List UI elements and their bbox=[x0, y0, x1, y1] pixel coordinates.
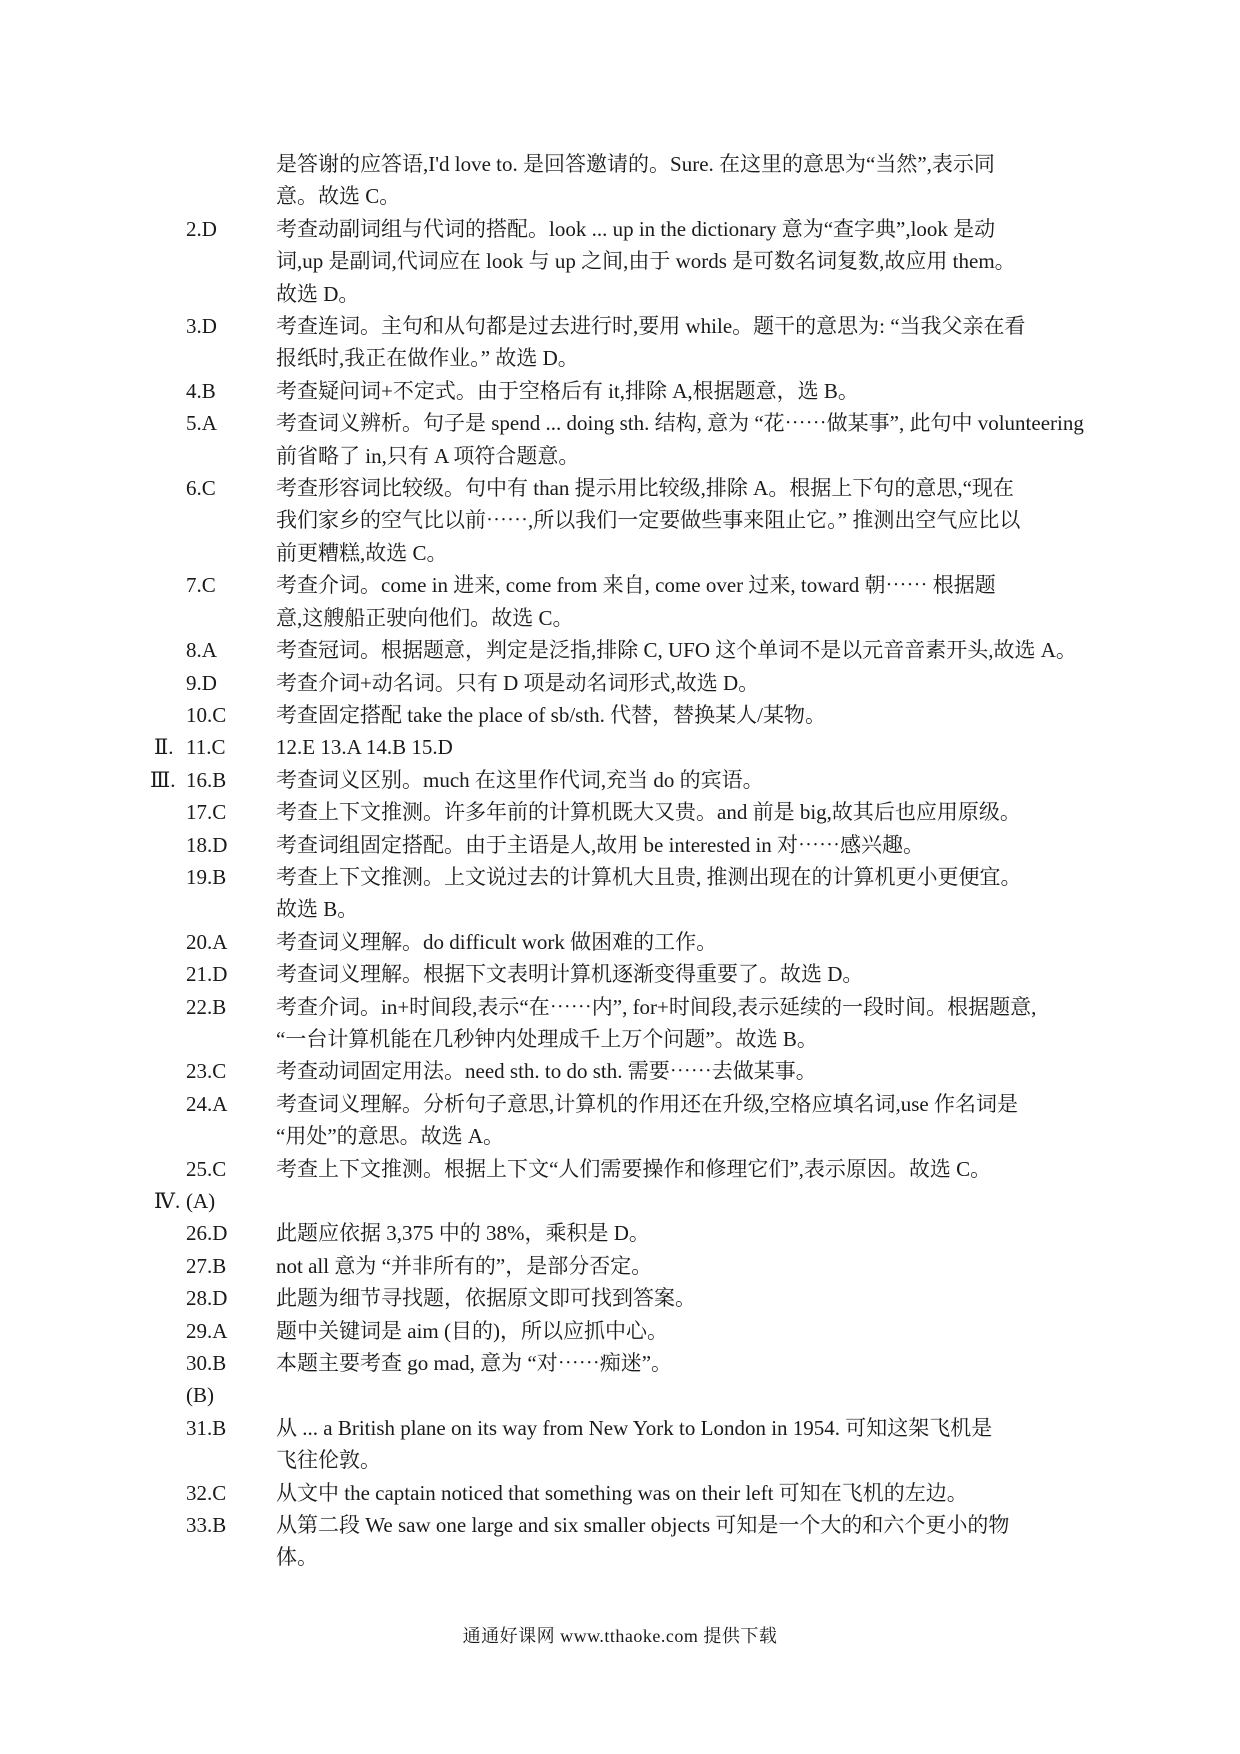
explanation-text: 从 ... a British plane on its way from New York to London in 1954. 可知这架飞机是 bbox=[276, 1415, 993, 1440]
explanation-text: 报纸时,我正在做作业。” 故选 D。 bbox=[276, 346, 579, 371]
answer-number: 33.B bbox=[186, 1513, 227, 1538]
explanation-text: 前省略了 in,只有 A 项符合题意。 bbox=[276, 443, 580, 468]
text-line bbox=[186, 1347, 1066, 1379]
section-number: Ⅲ. bbox=[150, 767, 176, 792]
answer-number: 7.C bbox=[186, 573, 216, 598]
explanation-text: 考查疑问词+不定式。由于空格后有 it,排除 A,根据题意，选 B。 bbox=[276, 378, 859, 403]
answer-number: 21.D bbox=[186, 962, 228, 987]
explanation-text: 体。 bbox=[276, 1545, 318, 1570]
answer-number: 10.C bbox=[186, 702, 227, 727]
text-line bbox=[186, 699, 1066, 731]
explanation-text: 考查词义理解。do difficult work 做困难的工作。 bbox=[276, 929, 718, 954]
answer-number: 27.B bbox=[186, 1253, 227, 1278]
text-line bbox=[186, 504, 1066, 536]
text-line bbox=[186, 1120, 1066, 1152]
answer-number: 5.A bbox=[186, 411, 217, 436]
explanation-text: 考查连词。主句和从句都是过去进行时,要用 while。题干的意思为: “当我父亲在看 bbox=[276, 314, 1026, 339]
text-line bbox=[186, 958, 1066, 990]
answer-number: 29.A bbox=[186, 1318, 228, 1343]
section-number: Ⅱ. bbox=[154, 735, 174, 760]
text-line bbox=[186, 407, 1084, 439]
answer-number: 32.C bbox=[186, 1480, 227, 1505]
text-line bbox=[186, 829, 1066, 861]
text-line bbox=[186, 1444, 1066, 1476]
answer-number: 20.A bbox=[186, 929, 228, 954]
answer-number: (B) bbox=[186, 1383, 214, 1408]
text-line bbox=[186, 1055, 1066, 1087]
explanation-text bbox=[186, 1185, 1066, 1217]
text-line bbox=[186, 1541, 1066, 1573]
explanation-text: 意,这艘船正驶向他们。故选 C。 bbox=[276, 605, 574, 630]
text-line bbox=[154, 1185, 1066, 1217]
text-line bbox=[154, 731, 1066, 763]
explanation-text: 故选 B。 bbox=[276, 897, 359, 922]
explanation-text: 考查上下文推测。上文说过去的计算机大且贵, 推测出现在的计算机更小更便宜。 bbox=[276, 864, 1022, 889]
text-line bbox=[186, 602, 1066, 634]
explanation-text: 考查上下文推测。许多年前的计算机既大又贵。and 前是 big,故其后也应用原级。 bbox=[276, 800, 1021, 825]
explanation-text bbox=[186, 1379, 1066, 1411]
answer-number: 31.B bbox=[186, 1415, 227, 1440]
section-number: Ⅳ. bbox=[154, 1189, 181, 1213]
answer-number: 3.D bbox=[186, 314, 217, 339]
explanation-text: “用处”的意思。故选 A。 bbox=[276, 1124, 505, 1149]
answer-number: 16.B bbox=[186, 767, 227, 792]
text-line bbox=[186, 180, 1066, 212]
text-line bbox=[186, 1315, 1066, 1347]
explanation-text: 本题主要考查 go mad, 意为 “对⋯⋯痴迷”。 bbox=[276, 1351, 673, 1376]
page-footer: 通通好课网 www.tthaoke.com 提供下载 bbox=[462, 1626, 778, 1646]
answer-number: (A) bbox=[186, 1189, 216, 1213]
explanation-text: 考查冠词。根据题意，判定是泛指,排除 C, UFO 这个单词不是以元音音素开头,故选 A。 bbox=[276, 638, 1077, 663]
explanation-text: 此题为细节寻找题，依据原文即可找到答案。 bbox=[276, 1286, 696, 1311]
explanation-text: 故选 D。 bbox=[276, 281, 360, 306]
answer-key-text bbox=[150, 148, 1084, 1574]
explanation-text: 词,up 是副词,代词应在 look 与 up 之间,由于 words 是可数名词复数,故应用 them。 bbox=[276, 249, 1016, 274]
explanation-text: 此题应依据 3,375 中的 38%，乘积是 D。 bbox=[276, 1221, 650, 1246]
explanation-text: 从文中 the captain noticed that something was on their left 可知在飞机的左边。 bbox=[276, 1480, 968, 1505]
explanation-text: “一台计算机能在几秒钟内处理成千上万个问题”。故选 B。 bbox=[276, 1026, 818, 1051]
text-line bbox=[186, 796, 1066, 828]
explanation-text: 飞往伦敦。 bbox=[276, 1448, 381, 1473]
answer-number: 22.B bbox=[186, 994, 227, 1019]
text-line bbox=[186, 569, 1066, 601]
answer-number: 6.C bbox=[186, 476, 216, 501]
answer-number: 24.A bbox=[186, 1091, 228, 1116]
explanation-text: 考查词义理解。分析句子意思,计算机的作用还在升级,空格应填名词,use 作名词是 bbox=[276, 1091, 1018, 1116]
text-line bbox=[186, 1379, 1066, 1411]
answer-number: 8.A bbox=[186, 638, 217, 663]
text-line bbox=[186, 926, 1066, 958]
text-line bbox=[186, 634, 1077, 666]
explanation-text: 12.E 13.A 14.B 15.D bbox=[276, 735, 453, 760]
explanation-text: 考查形容词比较级。句中有 than 提示用比较级,排除 A。根据上下句的意思,“现在 bbox=[276, 476, 1014, 501]
text-line bbox=[186, 440, 1066, 472]
text-line bbox=[186, 472, 1066, 504]
text-line bbox=[186, 537, 1066, 569]
explanation-text: 考查动副词组与代词的搭配。look ... up in the dictionary 意为“查字典”,look 是动 bbox=[276, 216, 996, 241]
text-line bbox=[186, 245, 1066, 277]
explanation-text: 考查介词。come in 进来, come from 来自, come over 过来, toward 朝⋯⋯ 根据题 bbox=[276, 573, 996, 598]
explanation-text: 考查词义理解。根据下文表明计算机逐渐变得重要了。故选 D。 bbox=[276, 962, 864, 987]
text-line bbox=[186, 1412, 1066, 1444]
text-line bbox=[186, 893, 1066, 925]
text-line bbox=[186, 861, 1066, 893]
explanation-text: 考查词组固定搭配。由于主语是人,故用 be interested in 对⋯⋯感兴趣。 bbox=[276, 832, 925, 857]
text-line bbox=[186, 991, 1066, 1023]
text-line bbox=[186, 1282, 1066, 1314]
explanation-text: 前更糟糕,故选 C。 bbox=[276, 540, 448, 565]
explanation-text: 考查词义区别。much 在这里作代词,充当 do 的宾语。 bbox=[276, 767, 764, 792]
text-line bbox=[186, 1509, 1066, 1541]
explanation-text: 题中关键词是 aim (目的)，所以应抓中心。 bbox=[276, 1318, 668, 1343]
answer-number: 11.C bbox=[186, 735, 226, 760]
answer-number: 30.B bbox=[186, 1351, 227, 1376]
text-line bbox=[186, 375, 1066, 407]
answer-number: 23.C bbox=[186, 1059, 227, 1084]
answer-number: 17.C bbox=[186, 800, 227, 825]
answer-number: 19.B bbox=[186, 864, 227, 889]
answer-number: 2.D bbox=[186, 216, 217, 241]
explanation-text: 考查固定搭配 take the place of sb/sth. 代替，替换某人/某物。 bbox=[276, 702, 827, 727]
explanation-text: not all 意为 “并非所有的”，是部分否定。 bbox=[276, 1253, 653, 1278]
text-line bbox=[186, 278, 1066, 310]
explanation-text: 考查介词。in+时间段,表示“在⋯⋯内”, for+时间段,表示延续的一段时间。根据题意, bbox=[276, 994, 1037, 1019]
explanation-text: 意。故选 C。 bbox=[276, 184, 401, 209]
answer-number: 26.D bbox=[186, 1221, 228, 1246]
explanation-text: 从第二段 We saw one large and six smaller objects 可知是一个大的和六个更小的物 bbox=[276, 1513, 1010, 1538]
text-line bbox=[186, 148, 1066, 180]
text-line bbox=[186, 1477, 1066, 1509]
text-line bbox=[186, 1153, 1066, 1185]
text-line bbox=[186, 1217, 1066, 1249]
text-line bbox=[186, 1023, 1066, 1055]
explanation-text: 考查动词固定用法。need sth. to do sth. 需要⋯⋯去做某事。 bbox=[276, 1059, 817, 1084]
explanation-text: 是答谢的应答语,I'd love to. 是回答邀请的。Sure. 在这里的意思为“当然”,表示同 bbox=[276, 152, 995, 176]
text-line bbox=[186, 1250, 1066, 1282]
text-line bbox=[186, 1088, 1066, 1120]
answer-number: 18.D bbox=[186, 832, 228, 857]
text-line bbox=[150, 764, 1066, 796]
answer-number: 25.C bbox=[186, 1156, 227, 1181]
answer-number: 9.D bbox=[186, 670, 217, 695]
text-line bbox=[186, 667, 1066, 699]
text-line bbox=[186, 310, 1066, 342]
explanation-text: 我们家乡的空气比以前⋯⋯,所以我们一定要做些事来阻止它。” 推测出空气应比以 bbox=[276, 508, 1021, 533]
explanation-text: 考查上下文推测。根据上下文“人们需要操作和修理它们”,表示原因。故选 C。 bbox=[276, 1156, 992, 1181]
explanation-text: 考查介词+动名词。只有 D 项是动名词形式,故选 D。 bbox=[276, 670, 760, 695]
explanation-text: 考查词义辨析。句子是 spend ... doing sth. 结构, 意为 “花⋯⋯做某事”, 此句中 volunteering bbox=[276, 411, 1084, 436]
text-line bbox=[186, 342, 1066, 374]
answer-number: 28.D bbox=[186, 1286, 228, 1311]
text-line bbox=[186, 213, 1066, 245]
answer-number: 4.B bbox=[186, 378, 216, 403]
